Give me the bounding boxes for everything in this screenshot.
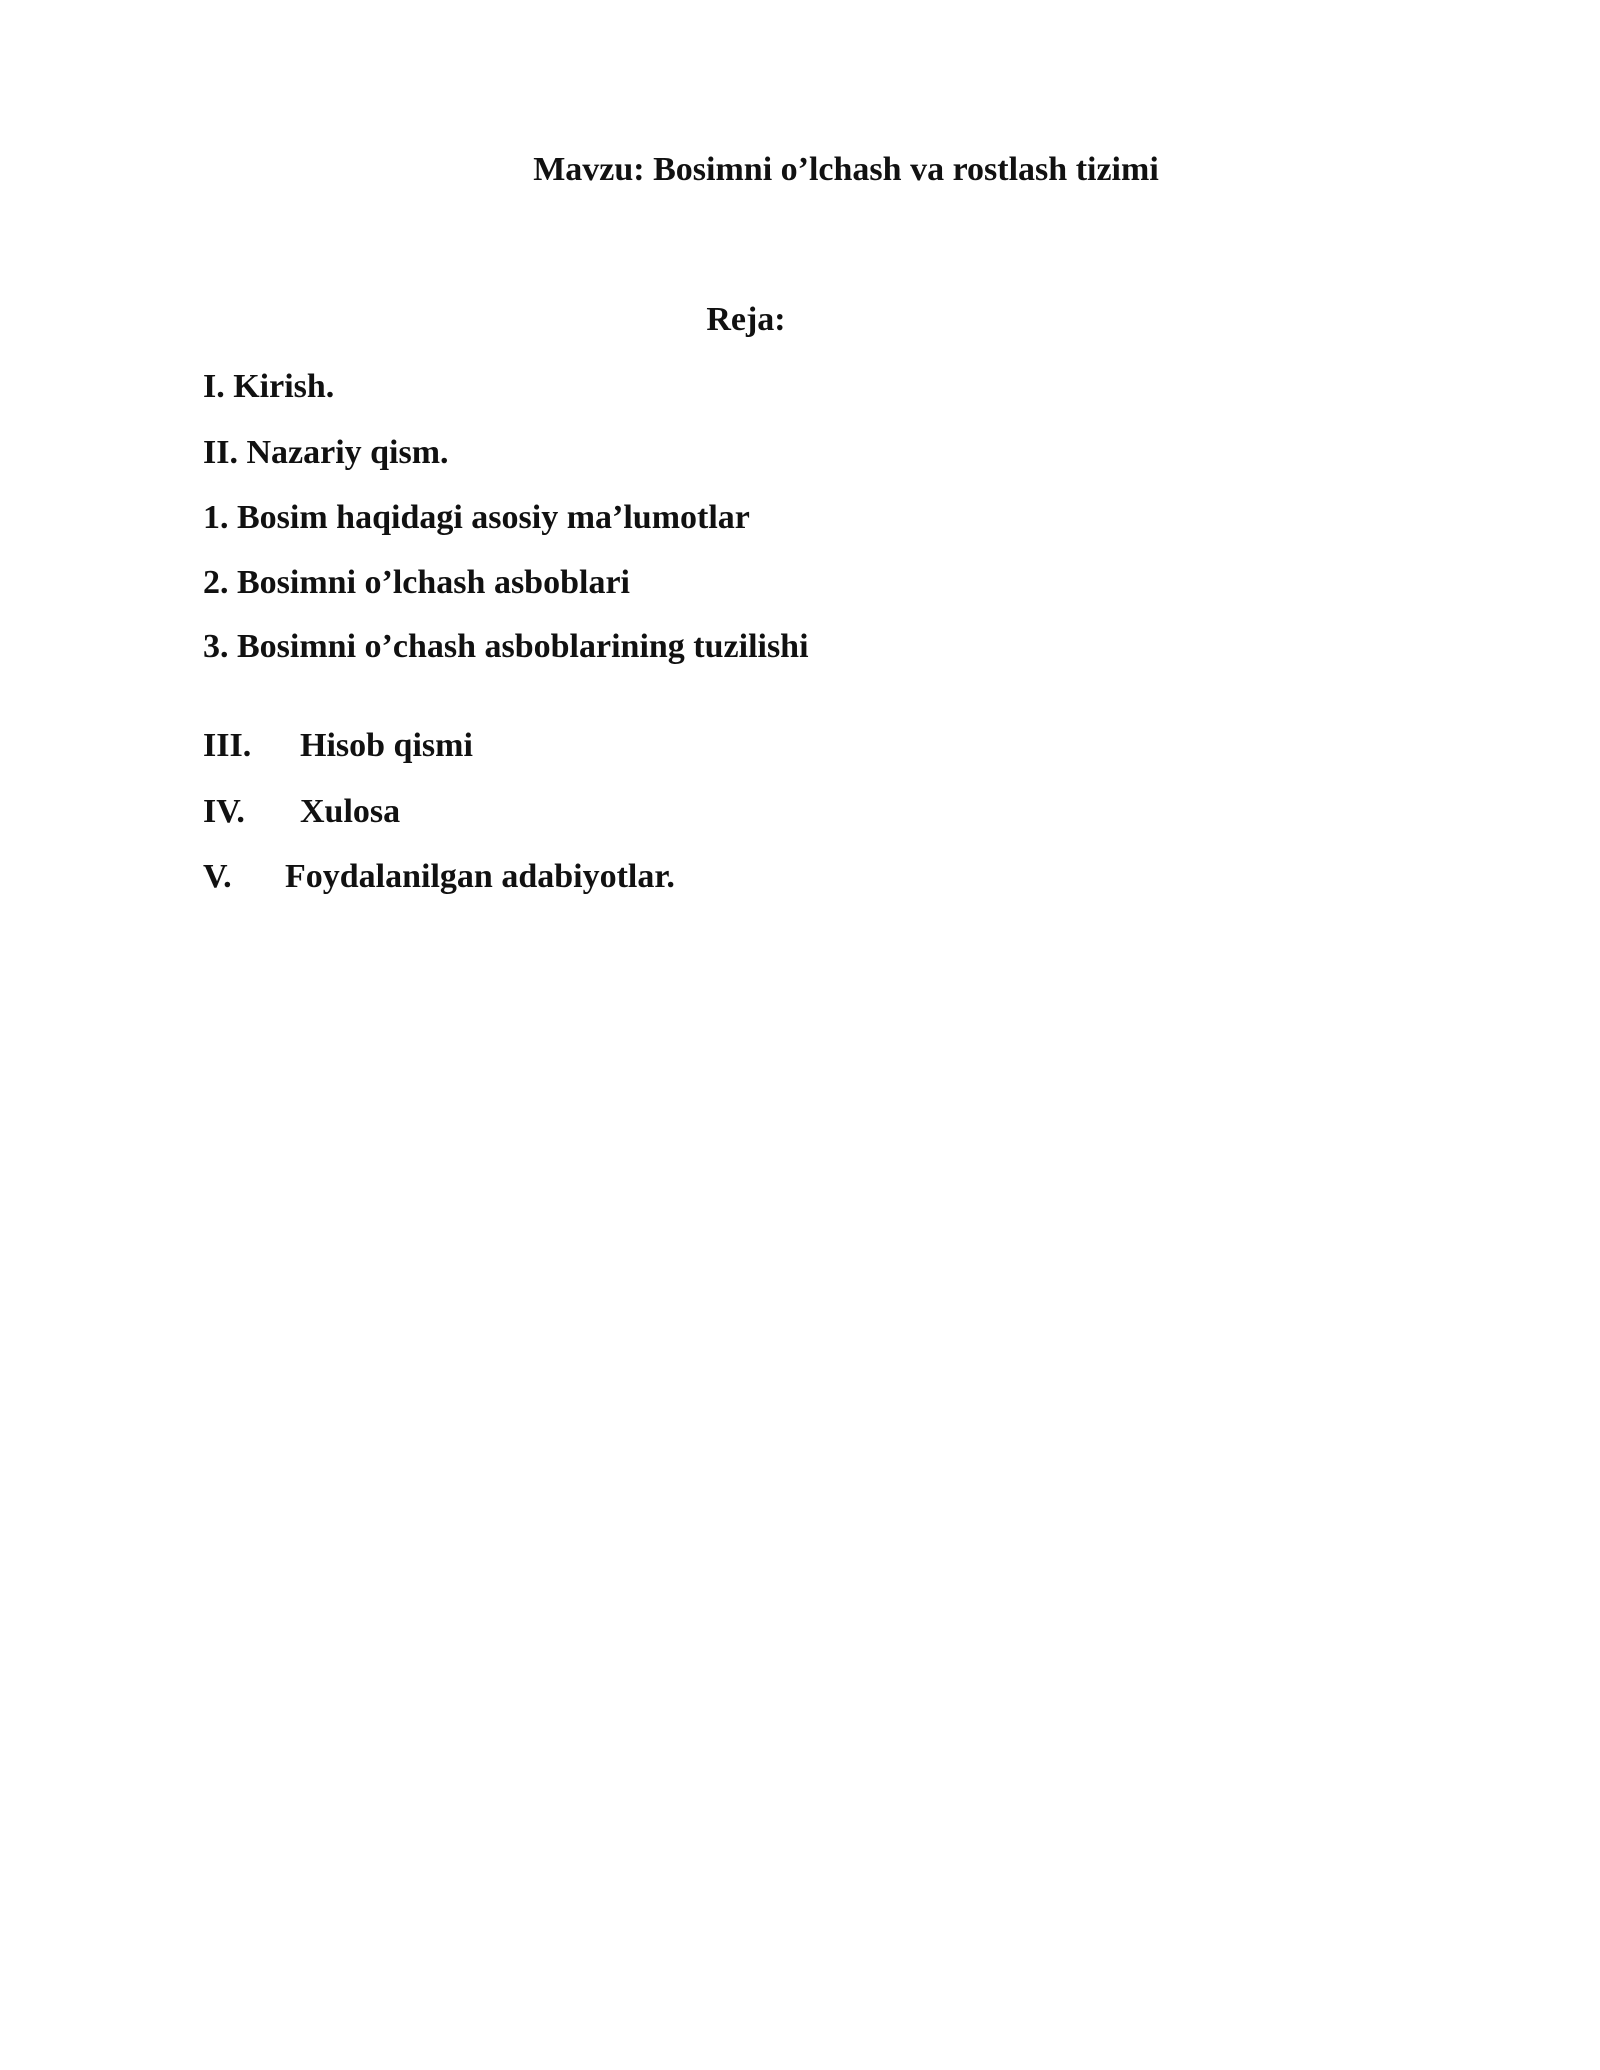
plan-item-label: Hisob qismi [300,727,473,764]
plan-item-number: III. [203,727,252,764]
plan-heading: Reja: [706,301,786,338]
document-title: Mavzu: Bosimni o’lchash va rostlash tizimi [533,151,1159,188]
plan-item-number: IV. [203,793,245,830]
plan-item-4 [203,788,400,836]
plan-item-1: I. Kirish. [203,368,335,405]
plan-subitem-2: 2. Bosimni o’lchash asboblari [203,564,630,601]
plan-item-label: Xulosa [300,793,401,830]
plan-item-2: II. Nazariy qism. [203,434,449,471]
plan-item-label: Foydalanilgan adabiyotlar. [285,858,675,895]
plan-subitem-3: 3. Bosimni o’chash asboblarining tuzilishi [203,628,809,665]
plan-item-5 [203,853,675,901]
plan-item-number: V. [203,858,232,895]
plan-item-3 [203,722,473,770]
plan-subitem-1: 1. Bosim haqidagi asosiy ma’lumotlar [203,499,750,536]
